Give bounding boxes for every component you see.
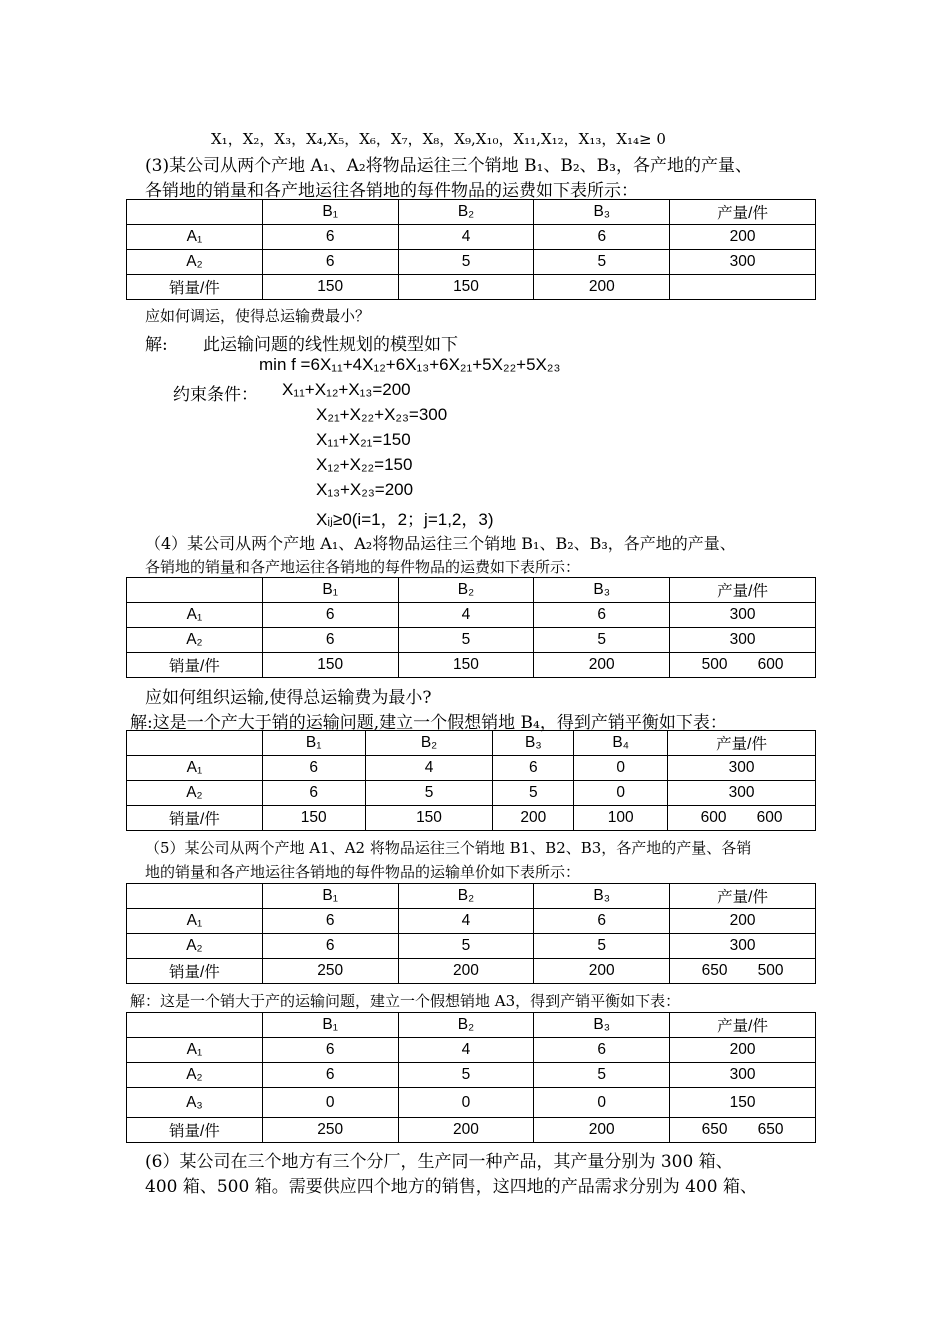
table-cell: 200 xyxy=(534,1118,670,1143)
table-cell: 0 xyxy=(574,756,668,781)
table-cell: 0 xyxy=(262,1088,398,1118)
table-row xyxy=(127,756,816,781)
table-cell: 150 xyxy=(670,1088,816,1118)
table-cell: 5 xyxy=(534,934,670,959)
table-cell xyxy=(127,884,263,909)
table-cell: 销量/件 xyxy=(127,653,263,678)
table-cell: 销量/件 xyxy=(127,806,263,831)
table-cell: 150 xyxy=(262,806,365,831)
problem-3-line-2: 各销地的销量和各产地运往各销地的每件物品的运费如下表所示： xyxy=(145,181,638,201)
problem-4-line-1: （4）某公司从两个产地 A₁、A₂将物品运往三个销地 B₁、B₂、B₃，各产地的产量、 xyxy=(145,534,736,553)
table-cell: B₂ xyxy=(398,200,534,225)
table-cell: 5 xyxy=(398,250,534,275)
table-cell: 销量/件 xyxy=(127,1118,263,1143)
table-cell: 6 xyxy=(262,628,398,653)
problem-4-line-2: 各销地的销量和各产地运往各销地的每件物品的运费如下表所示： xyxy=(145,558,581,576)
table-cell: 5 xyxy=(534,250,670,275)
table-row xyxy=(127,1038,816,1063)
table-cell: A₂ xyxy=(127,250,263,275)
problem-3-table xyxy=(126,199,816,300)
table-row xyxy=(127,578,816,603)
table-row xyxy=(127,959,816,984)
problem-5-table xyxy=(126,883,816,984)
table-cell: 0 xyxy=(574,781,668,806)
problem-4-question: 应如何组织运输,使得总运输费为最小? xyxy=(145,688,432,708)
table-cell xyxy=(670,275,816,300)
table-cell: B₃ xyxy=(493,731,574,756)
table-cell xyxy=(127,731,263,756)
problem-3-solution-text: 此运输问题的线性规划的模型如下 xyxy=(203,335,458,355)
table-cell: 600 600 xyxy=(668,806,816,831)
problem-4-table xyxy=(126,577,816,678)
table-cell: 650 650 xyxy=(670,1118,816,1143)
table-cell: 4 xyxy=(398,225,534,250)
problem-4-balanced-table xyxy=(126,730,816,831)
table-cell: 150 xyxy=(398,275,534,300)
table-cell: 5 xyxy=(534,1063,670,1088)
problem-4-table-body xyxy=(127,578,816,678)
table-cell: 销量/件 xyxy=(127,275,263,300)
table-cell: 300 xyxy=(670,1063,816,1088)
table-cell: 300 xyxy=(670,934,816,959)
table-cell: 5 xyxy=(398,1063,534,1088)
constraint-6: Xᵢⱼ≥0(i=1，2；j=1,2，3) xyxy=(316,510,494,529)
nonnegativity-line: X₁，X₂，X₃，X₄,X₅，X₆，X₇，X₈，X₉,X₁₀，X₁₁,X₁₂，X₁₃，X₁₄≥ 0 xyxy=(211,130,666,148)
table-cell: 5 xyxy=(398,628,534,653)
constraint-3: X₁₁+X₂₁=150 xyxy=(316,430,411,449)
table-cell: 产量/件 xyxy=(670,1013,816,1038)
table-row xyxy=(127,1118,816,1143)
table-cell: 100 xyxy=(574,806,668,831)
table-cell: 200 xyxy=(670,225,816,250)
table-cell: B₄ xyxy=(574,731,668,756)
table-cell: 300 xyxy=(670,603,816,628)
table-cell: B₂ xyxy=(398,578,534,603)
table-row xyxy=(127,653,816,678)
table-cell: A₂ xyxy=(127,1063,263,1088)
table-cell: 150 xyxy=(398,653,534,678)
table-cell: 产量/件 xyxy=(670,578,816,603)
table-cell: 200 xyxy=(398,959,534,984)
table-cell: 5 xyxy=(398,934,534,959)
table-cell: B₁ xyxy=(262,200,398,225)
table-cell: 4 xyxy=(398,603,534,628)
table-cell: 5 xyxy=(534,628,670,653)
table-cell: 6 xyxy=(534,1038,670,1063)
problem-3-table-body xyxy=(127,200,816,300)
table-row xyxy=(127,909,816,934)
table-cell: B₁ xyxy=(262,884,398,909)
table-cell: 200 xyxy=(398,1118,534,1143)
table-row xyxy=(127,731,816,756)
table-row xyxy=(127,225,816,250)
table-row xyxy=(127,603,816,628)
table-cell: 200 xyxy=(534,959,670,984)
table-cell: B₁ xyxy=(262,1013,398,1038)
problem-5-balanced-table-body xyxy=(127,1013,816,1143)
table-row xyxy=(127,806,816,831)
table-cell: 150 xyxy=(262,275,398,300)
table-cell: 5 xyxy=(365,781,493,806)
table-cell: 300 xyxy=(670,250,816,275)
table-cell: B₃ xyxy=(534,200,670,225)
table-cell: A₁ xyxy=(127,603,263,628)
table-cell: 300 xyxy=(668,781,816,806)
table-row xyxy=(127,250,816,275)
table-cell: B₂ xyxy=(398,884,534,909)
table-cell: 650 500 xyxy=(670,959,816,984)
table-cell: B₃ xyxy=(534,578,670,603)
table-cell: 产量/件 xyxy=(668,731,816,756)
table-cell: A₃ xyxy=(127,1088,263,1118)
table-cell: B₁ xyxy=(262,731,365,756)
table-cell: B₂ xyxy=(365,731,493,756)
problem-3-constraint-label: 约束条件： xyxy=(173,385,258,405)
table-cell: 4 xyxy=(398,909,534,934)
table-cell: 6 xyxy=(262,225,398,250)
constraint-5: X₁₃+X₂₃=200 xyxy=(316,480,414,499)
table-row xyxy=(127,275,816,300)
table-cell: 6 xyxy=(262,781,365,806)
table-cell: 300 xyxy=(668,756,816,781)
table-cell: 6 xyxy=(262,756,365,781)
table-cell: 200 xyxy=(534,275,670,300)
table-cell: 4 xyxy=(398,1038,534,1063)
problem-5-balanced-table xyxy=(126,1012,816,1143)
table-cell xyxy=(127,578,263,603)
problem-4-solution: 解:这是一个产大于销的运输问题,建立一个假想销地 B₄，得到产销平衡如下表： xyxy=(130,713,727,733)
constraint-2: X₂₁+X₂₂+X₂₃=300 xyxy=(316,405,448,424)
table-cell: 6 xyxy=(493,756,574,781)
table-cell: 6 xyxy=(262,1063,398,1088)
table-cell: B₃ xyxy=(534,1013,670,1038)
problem-3-objective: min f =6X₁₁+4X₁₂+6X₁₃+6X₂₁+5X₂₂+5X₂₃ xyxy=(259,355,561,374)
table-cell: 150 xyxy=(262,653,398,678)
table-cell: 6 xyxy=(534,225,670,250)
table-cell: 0 xyxy=(398,1088,534,1118)
problem-3-line-1: (3)某公司从两个产地 A₁、A₂将物品运往三个销地 B₁、B₂、B₃，各产地的产量、 xyxy=(145,156,752,176)
table-cell: A₁ xyxy=(127,756,263,781)
table-cell: 产量/件 xyxy=(670,884,816,909)
table-cell: B₃ xyxy=(534,884,670,909)
table-cell: A₁ xyxy=(127,225,263,250)
problem-5-table-body xyxy=(127,884,816,984)
table-cell: 6 xyxy=(262,250,398,275)
table-cell: 6 xyxy=(262,934,398,959)
table-cell: 200 xyxy=(493,806,574,831)
table-cell xyxy=(127,1013,263,1038)
table-cell: A₁ xyxy=(127,909,263,934)
table-cell: 6 xyxy=(534,603,670,628)
table-row xyxy=(127,200,816,225)
table-row xyxy=(127,1088,816,1118)
problem-5-line-1: （5）某公司从两个产地 A1、A2 将物品运往三个销地 B1、B2、B3，各产地的产量、各销 xyxy=(145,839,752,857)
table-cell: B₁ xyxy=(262,578,398,603)
table-cell: 500 600 xyxy=(670,653,816,678)
table-cell: 200 xyxy=(534,653,670,678)
table-cell: 6 xyxy=(262,603,398,628)
table-cell: 200 xyxy=(670,1038,816,1063)
table-cell: 0 xyxy=(534,1088,670,1118)
problem-5-solution: 解：这是一个销大于产的运输问题，建立一个假想销地 A3，得到产销平衡如下表： xyxy=(130,992,681,1010)
table-row xyxy=(127,628,816,653)
table-cell: 6 xyxy=(262,909,398,934)
problem-6-line-1: (6）某公司在三个地方有三个分厂，生产同一种产品，其产量分别为 300 箱、 xyxy=(145,1152,733,1172)
problem-4-balanced-table-body xyxy=(127,731,816,831)
table-row xyxy=(127,1013,816,1038)
table-row xyxy=(127,1063,816,1088)
table-cell: A₂ xyxy=(127,934,263,959)
table-cell: 300 xyxy=(670,628,816,653)
table-cell: 250 xyxy=(262,959,398,984)
table-cell: 产量/件 xyxy=(670,200,816,225)
table-cell xyxy=(127,200,263,225)
table-row xyxy=(127,884,816,909)
table-cell: 150 xyxy=(365,806,493,831)
problem-3-solution-label: 解: xyxy=(145,335,168,355)
problem-5-line-2: 地的销量和各产地运往各销地的每件物品的运输单价如下表所示： xyxy=(145,863,581,881)
constraint-1: X₁₁+X₁₂+X₁₃=200 xyxy=(282,380,411,399)
table-row xyxy=(127,781,816,806)
constraint-4: X₁₂+X₂₂=150 xyxy=(316,455,413,474)
table-cell: 销量/件 xyxy=(127,959,263,984)
table-cell: A₁ xyxy=(127,1038,263,1063)
table-row xyxy=(127,934,816,959)
problem-6-line-2: 400 箱、500 箱。需要供应四个地方的销售，这四地的产品需求分别为 400 箱、 xyxy=(145,1177,757,1197)
table-cell: A₂ xyxy=(127,781,263,806)
problem-3-question: 应如何调运，使得总运输费最小？ xyxy=(145,307,371,325)
table-cell: 6 xyxy=(262,1038,398,1063)
table-cell: 4 xyxy=(365,756,493,781)
table-cell: 200 xyxy=(670,909,816,934)
table-cell: B₂ xyxy=(398,1013,534,1038)
table-cell: 6 xyxy=(534,909,670,934)
table-cell: A₂ xyxy=(127,628,263,653)
table-cell: 5 xyxy=(493,781,574,806)
table-cell: 250 xyxy=(262,1118,398,1143)
